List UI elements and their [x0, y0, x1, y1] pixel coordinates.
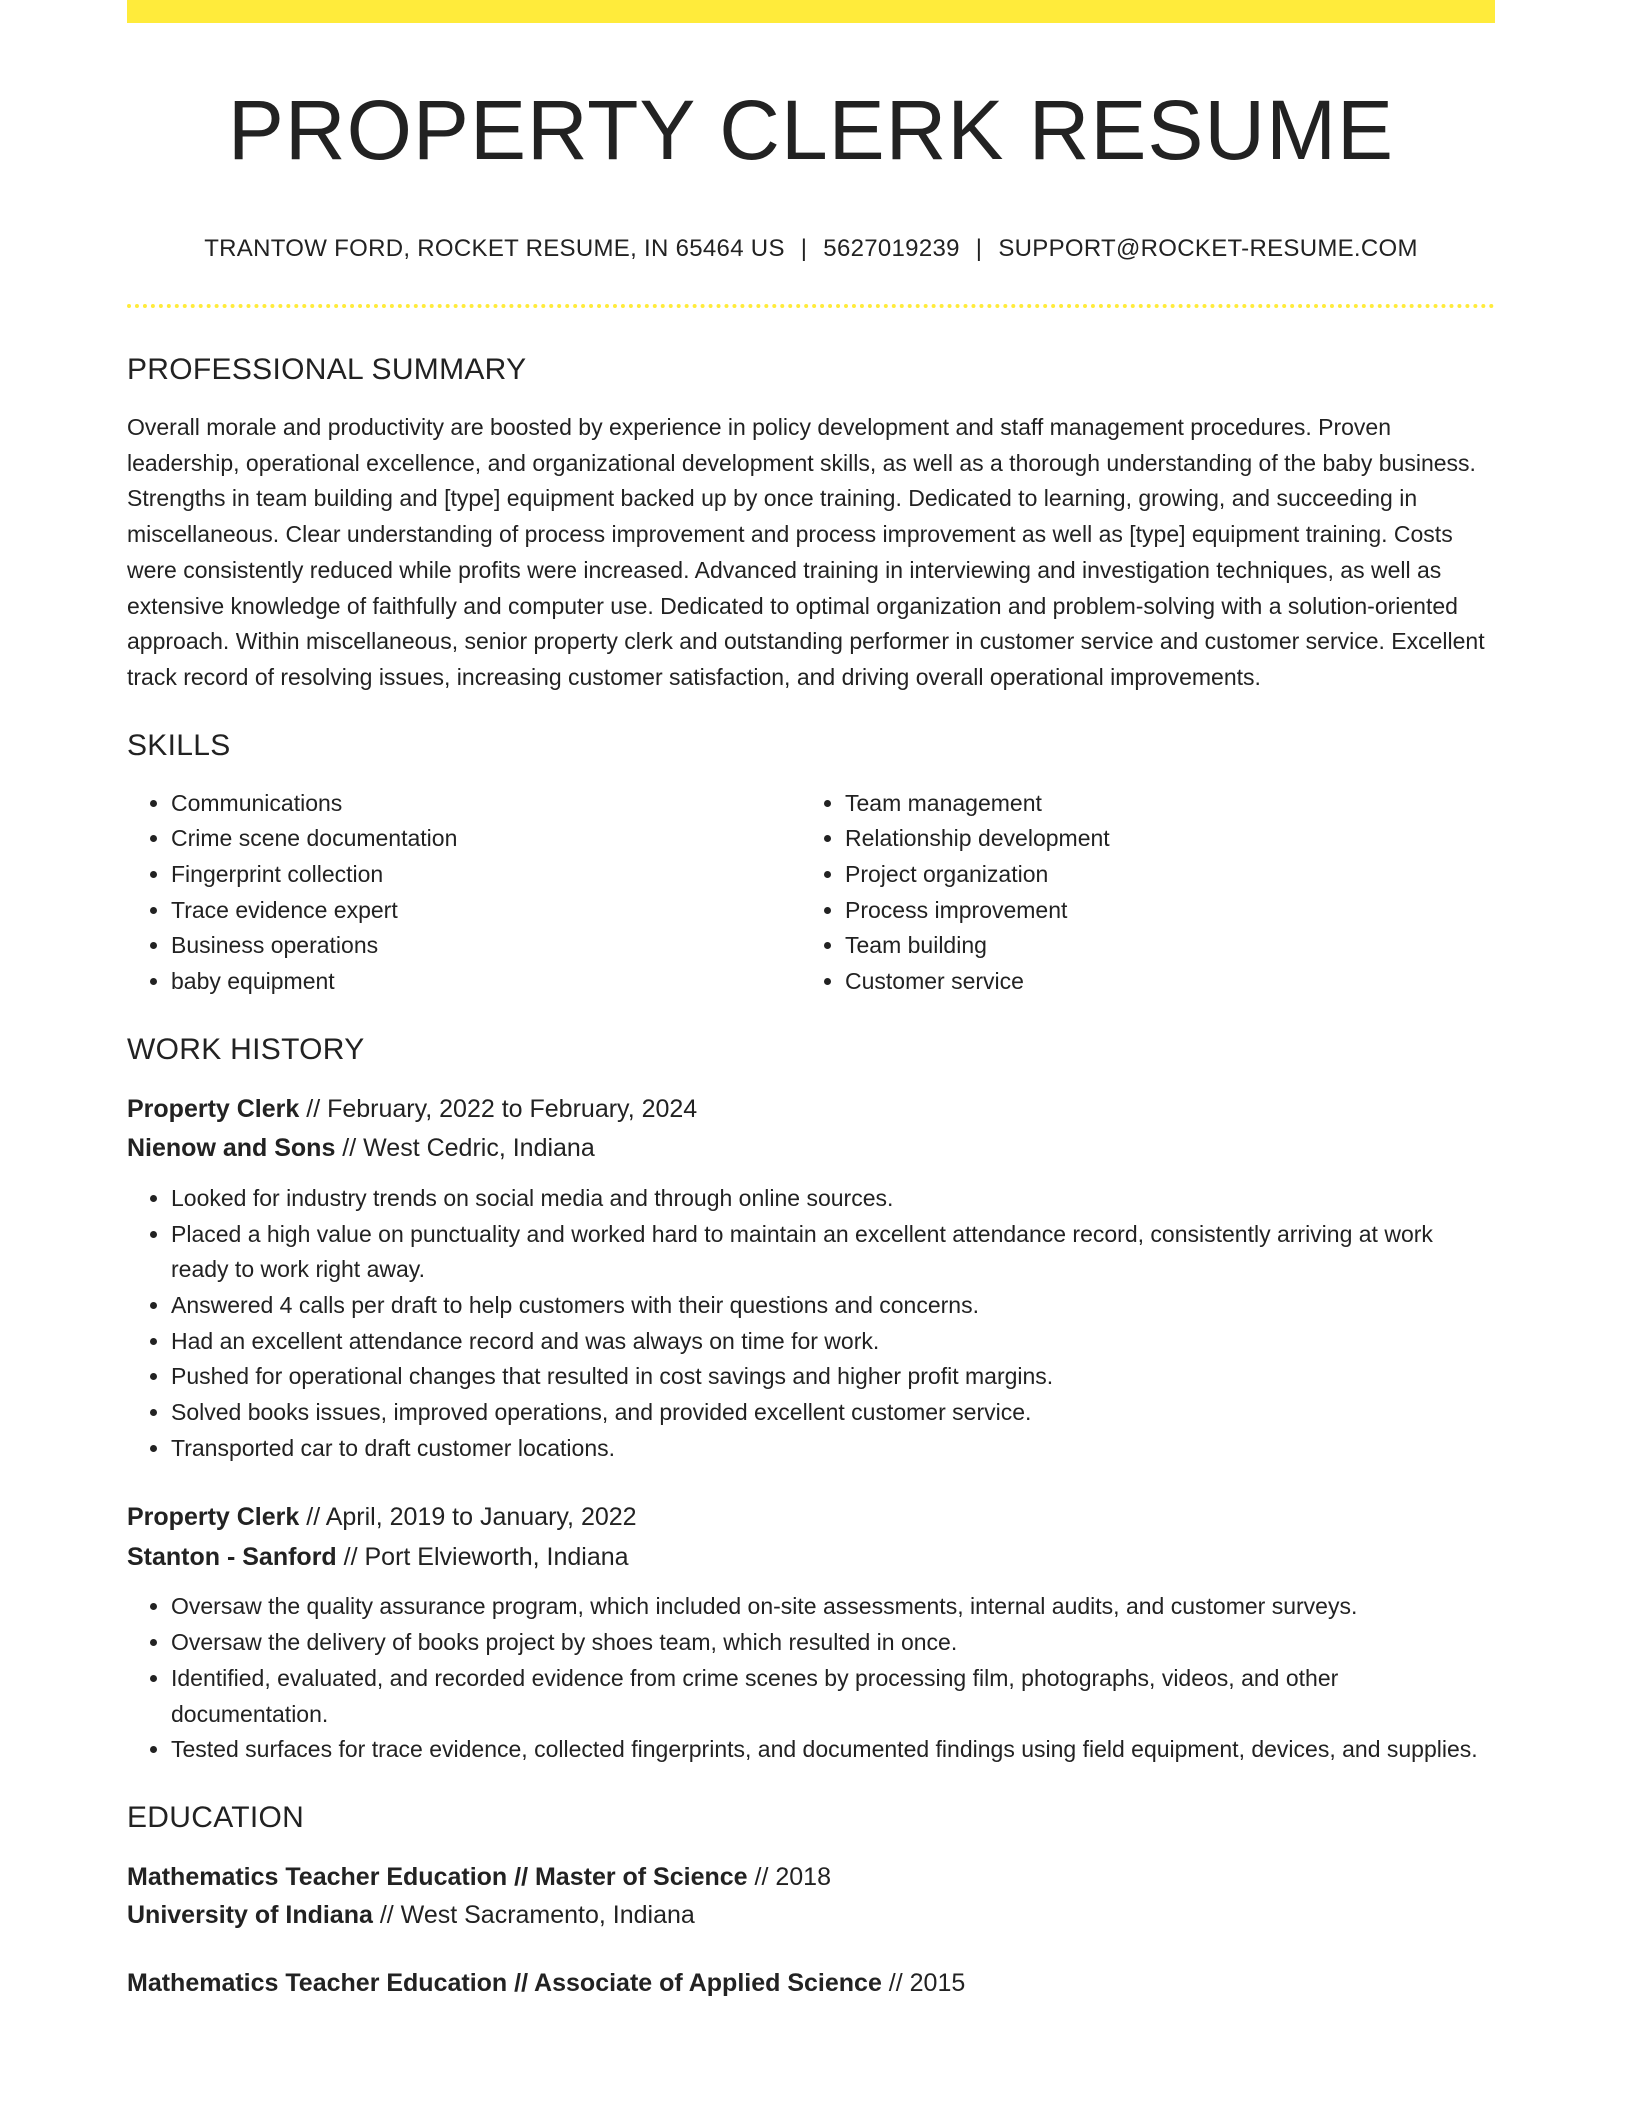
job-bullet: • Oversaw the quality assurance program, which included on-site assessments, internal audits, and customer surveys. — [171, 1589, 1495, 1625]
job-bullet: • Looked for industry trends on social media and through online sources. — [171, 1181, 1495, 1217]
contact-line — [127, 234, 1495, 264]
education-location: // West Sacramento, Indiana — [372, 1900, 695, 1929]
job-bullet: • Had an excellent attendance record and was always on time for work. — [171, 1324, 1495, 1360]
job-bullet: • Solved books issues, improved operations, and provided excellent customer service. — [171, 1395, 1495, 1431]
job-bullet: • Answered 4 calls per draft to help customers with their questions and concerns. — [171, 1288, 1495, 1324]
skills-left-list — [127, 786, 801, 1000]
education-degree: Mathematics Teacher Education // Master of Science — [127, 1862, 748, 1891]
job-title-line — [127, 1498, 1495, 1538]
job-company: Stanton - Sanford — [127, 1542, 337, 1571]
education-degree: Mathematics Teacher Education // Associate of Applied Science — [127, 1968, 882, 1997]
skills-right-list — [801, 786, 1475, 1000]
skill-item: • Fingerprint collection — [171, 857, 801, 893]
skill-item: • Crime scene documentation — [171, 821, 801, 857]
contact-separator: | — [800, 235, 808, 262]
job-location: // West Cedric, Indiana — [335, 1134, 595, 1163]
job-bullet: • Identified, evaluated, and recorded evidence from crime scenes by processing film, photographs, videos, and other documentation. — [171, 1661, 1495, 1732]
skill-item: • baby equipment — [171, 964, 801, 1000]
summary-heading: PROFESSIONAL SUMMARY — [127, 353, 527, 386]
education-entry — [127, 1858, 1495, 1934]
contact-email[interactable]: SUPPORT@ROCKET-RESUME.COM — [998, 235, 1418, 262]
resume-content — [127, 0, 1495, 2002]
job-entry — [127, 1498, 1495, 1768]
job-dates: // April, 2019 to January, 2022 — [299, 1503, 637, 1532]
job-company-line — [127, 1538, 1495, 1578]
skill-item: • Trace evidence expert — [171, 893, 801, 929]
skill-item: • Business operations — [171, 928, 801, 964]
skill-item: • Communications — [171, 786, 801, 822]
job-location: // Port Elvieworth, Indiana — [336, 1542, 629, 1571]
skill-item: • Team building — [845, 928, 1475, 964]
education-year: // 2015 — [881, 1968, 966, 1997]
education-degree-line — [127, 1964, 1495, 2002]
skills-columns — [127, 786, 1495, 1000]
skill-item: • Process improvement — [845, 893, 1475, 929]
job-company-line — [127, 1129, 1495, 1169]
contact-phone[interactable]: 5627019239 — [823, 235, 960, 262]
job-bullet: • Oversaw the delivery of books project by shoes team, which resulted in once. — [171, 1625, 1495, 1661]
skills-heading: SKILLS — [127, 728, 231, 762]
job-bullet-list — [127, 1589, 1495, 1768]
contact-separator: | — [975, 235, 983, 262]
education-school-line — [127, 1896, 1495, 1934]
education-entry — [127, 1964, 1495, 2002]
education-school: University of Indiana — [127, 1900, 373, 1929]
job-entry — [127, 1090, 1495, 1467]
contact-address: TRANTOW FORD, ROCKET RESUME, IN 65464 US — [204, 235, 785, 262]
job-dates: // February, 2022 to February, 2024 — [299, 1094, 698, 1123]
work-history-heading: WORK HISTORY — [127, 1032, 365, 1066]
skill-item: • Customer service — [845, 964, 1475, 1000]
skill-item: • Relationship development — [845, 821, 1475, 857]
skill-item: • Project organization — [845, 857, 1475, 893]
job-company: Nienow and Sons — [127, 1134, 336, 1163]
job-title-line — [127, 1090, 1495, 1130]
job-bullet: • Placed a high value on punctuality and worked hard to maintain an excellent attendance record, consistently arriving at work ready to work right away. — [171, 1217, 1495, 1288]
job-bullet: • Pushed for operational changes that resulted in cost savings and higher profit margins. — [171, 1359, 1495, 1395]
summary-text: Overall morale and productivity are boosted by experience in policy development and staff management procedures. Proven leadership, operational excellence, and organizational development skills, as well as a thorough understanding of the baby business. Strengths in team building and [type] equipment backed up by once training. Dedicated to learning, growing, and succeeding in miscellaneous. Clear understanding of process improvement and process improvement as well as [type] equipment training. Costs were consistently reduced while profits were increased. Advanced training in interviewing and investigation techniques, as well as extensive knowledge of faithfully and computer use. Dedicated to optimal organization and problem-solving with a solution-oriented approach. Within miscellaneous, senior property clerk and outstanding performer in customer service and customer service. Excellent track record of resolving issues, increasing customer satisfaction, and driving overall operational improvements. — [127, 414, 1485, 690]
skill-item: • Team management — [845, 786, 1475, 822]
job-title: Property Clerk — [127, 1094, 300, 1123]
job-title: Property Clerk — [127, 1503, 300, 1532]
education-year: // 2018 — [747, 1862, 831, 1891]
job-bullet-list — [127, 1181, 1495, 1467]
job-bullet: • Transported car to draft customer locations. — [171, 1431, 1495, 1467]
job-bullet: • Tested surfaces for trace evidence, collected fingerprints, and documented findings using field equipment, devices, and supplies. — [171, 1732, 1495, 1768]
education-heading: EDUCATION — [127, 1800, 305, 1834]
resume-title: PROPERTY CLERK RESUME — [227, 83, 1395, 177]
dotted-divider — [127, 304, 1495, 308]
education-degree-line — [127, 1858, 1495, 1896]
